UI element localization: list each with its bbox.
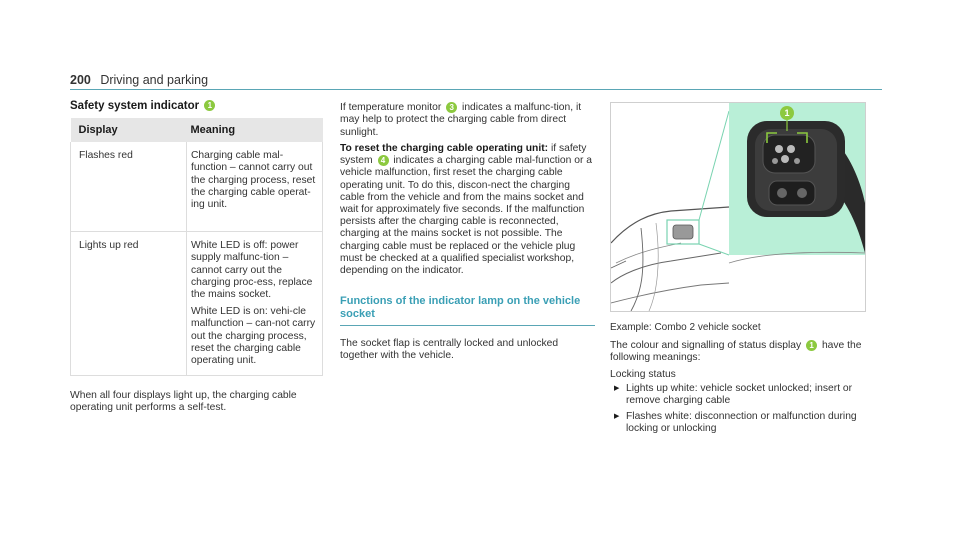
callout-badge: 1 [806,340,817,351]
reset-heading: To reset the charging cable operating unit: [340,142,549,154]
text-span: if safety system [340,142,587,167]
list-item: ▶ Lights up white: vehicle socket unlocked; insert or remove charging cable [610,383,866,407]
table-cell-display: Flashes red [71,142,187,232]
text-span: indicates a charging cable mal-function or a vehicle malfunction, first reset the charging cable operating unit. To do this, discon-nect the charging cable from the vehicle and from the mains socket and wait for approximately five seconds. If the malfunction persists after the charging cable is reconnected, charging at the mains socket is not possible. The charging cable must be replaced or the vehicle plug must be checked at a qualified specialist workshop, depending on the indicator. [340,155,592,277]
callout-badge: 1 [204,100,215,111]
locking-status-list [610,383,866,436]
text-span: indicates a malfunc-tion, it may help to protect the charging cable from direct sunlight. [340,102,582,138]
functions-heading: Functions of the indicator lamp on the vehicle socket [340,295,595,326]
temperature-paragraph [340,102,595,139]
meaning-text: White LED is off: power supply malfunc-tion – cannot carry out the charging proc-ess, replace the mains socket. [191,240,313,301]
column-middle [340,102,595,363]
status-display-paragraph [610,340,866,365]
text-span: The colour and signalling of status display [610,340,802,352]
figure-callout-badge: 1 [784,108,790,118]
safety-system-title [70,100,325,112]
meaning-text: White LED is on: vehi-cle malfunction – can-not carry out the charging process, reset the charging cable operating unit. [191,306,316,367]
callout-badge: 3 [446,102,457,113]
socket-flap-paragraph: The socket flap is centrally locked and unlocked together with the vehicle. [340,338,559,362]
callout-badge: 4 [378,155,389,166]
vehicle-socket-figure [610,102,866,312]
header-rule [70,89,882,90]
text-span: If temperature monitor [340,102,442,114]
page-number: 200 [70,73,91,87]
column-right [610,102,866,440]
vehicle-socket-illustration [611,103,865,311]
safety-system-title-text: Safety system indicator [70,100,200,112]
column-left [70,100,325,415]
table-header-display: Display [71,118,187,142]
table-row [71,232,323,376]
locking-status-label: Locking status [610,368,676,380]
page-header [70,73,208,87]
indicator-table [70,118,323,376]
section-title: Driving and parking [100,73,209,87]
reset-paragraph [340,143,595,277]
list-item: ▶ Flashes white: disconnection or malfunction during locking or unlocking [610,411,866,435]
table-cell-meaning [187,142,323,232]
figure-caption: Example: Combo 2 vehicle socket [610,322,761,333]
text-span: have the following meanings: [610,340,862,364]
meaning-text: Charging cable mal-function – cannot carry out the charging process, reset the charging cable operat-ing unit. [191,150,316,211]
table-cell-meaning [187,232,323,376]
table-row [71,142,323,232]
table-cell-display: Lights up red [71,232,187,376]
table-header-meaning: Meaning [187,118,323,142]
self-test-paragraph: When all four displays light up, the charging cable operating unit performs a self-test. [70,390,297,414]
